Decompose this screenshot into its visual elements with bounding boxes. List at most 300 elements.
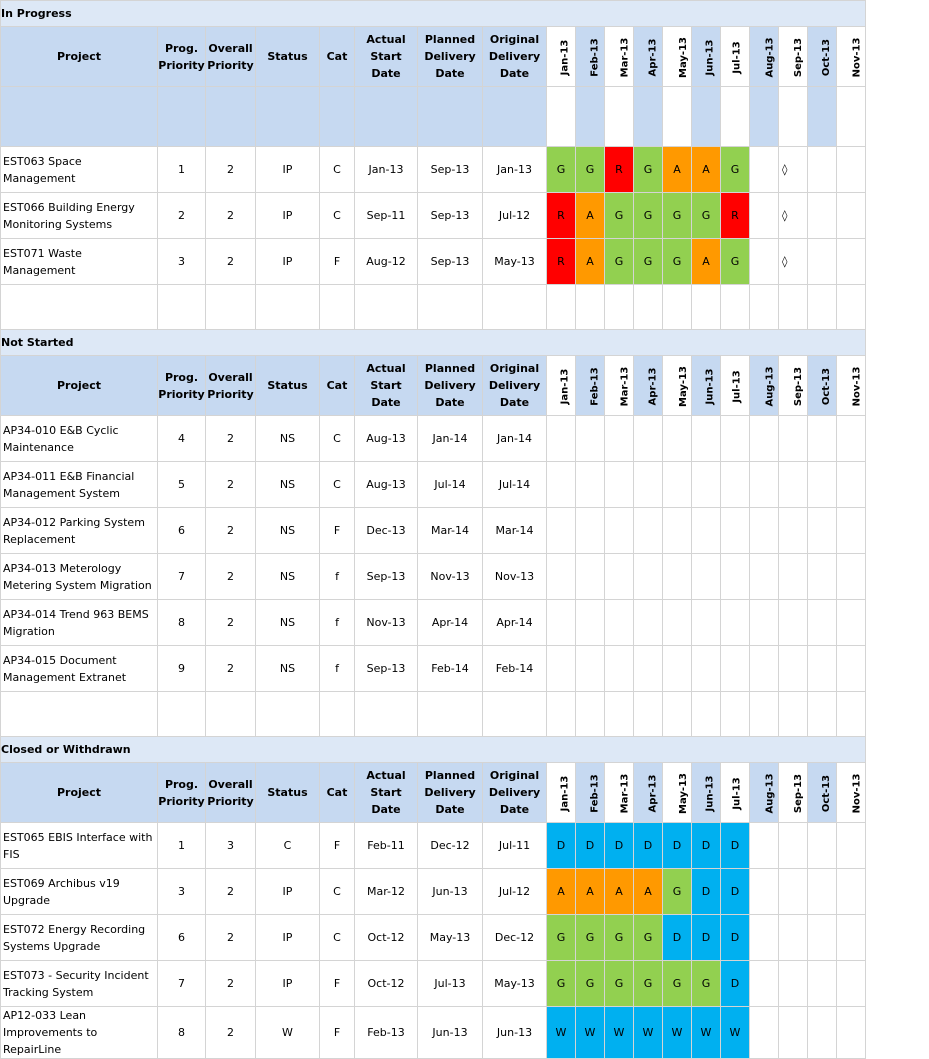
cell-month-status[interactable]: [750, 416, 779, 462]
cell-original-delivery[interactable]: May-13: [483, 961, 547, 1007]
cell-cat[interactable]: C: [320, 462, 355, 508]
project-row[interactable]: [1, 915, 866, 961]
cell-planned-delivery[interactable]: Nov-13: [418, 554, 483, 600]
cell-month-status[interactable]: A: [547, 869, 576, 915]
cell-actual-start[interactable]: Oct-12: [355, 961, 418, 1007]
cell-overall-priority[interactable]: 2: [206, 416, 256, 462]
header-project: Project: [1, 27, 158, 87]
cell-actual-start[interactable]: Sep-13: [355, 646, 418, 692]
cell-project[interactable]: EST069 Archibus v19 Upgrade: [1, 869, 158, 915]
cell-status[interactable]: IP: [256, 915, 320, 961]
cell-prog-priority[interactable]: 1: [158, 823, 206, 869]
cell-month-status[interactable]: [750, 239, 779, 285]
cell-month-status[interactable]: [750, 1007, 779, 1059]
project-row[interactable]: [1, 823, 866, 869]
cell-month-status[interactable]: [837, 554, 866, 600]
cell-cat[interactable]: f: [320, 554, 355, 600]
project-row[interactable]: [1, 600, 866, 646]
month-label: Apr-13: [647, 774, 659, 812]
cell-month-status[interactable]: A: [663, 147, 692, 193]
empty-cell: [320, 692, 355, 737]
cell-month-status[interactable]: [605, 600, 634, 646]
cell-month-status[interactable]: [576, 508, 605, 554]
cell-project[interactable]: AP34-010 E&B Cyclic Maintenance: [1, 416, 158, 462]
cell-month-status[interactable]: [576, 416, 605, 462]
cell-month-status[interactable]: [634, 416, 663, 462]
cell-month-status[interactable]: R: [721, 193, 750, 239]
cell-overall-priority[interactable]: 2: [206, 554, 256, 600]
cell-month-status[interactable]: D: [721, 869, 750, 915]
cell-month-status[interactable]: G: [547, 915, 576, 961]
cell-month-status[interactable]: D: [721, 961, 750, 1007]
cell-month-status[interactable]: G: [663, 239, 692, 285]
cell-prog-priority[interactable]: 5: [158, 462, 206, 508]
cell-month-status[interactable]: [750, 147, 779, 193]
cell-planned-delivery[interactable]: Sep-13: [418, 147, 483, 193]
cell-month-status[interactable]: [808, 239, 837, 285]
cell-prog-priority[interactable]: 7: [158, 554, 206, 600]
cell-month-status[interactable]: [837, 462, 866, 508]
cell-month-status[interactable]: [779, 508, 808, 554]
cell-month-status[interactable]: [808, 416, 837, 462]
cell-month-status[interactable]: [808, 869, 837, 915]
cell-actual-start[interactable]: Sep-11: [355, 193, 418, 239]
cell-project[interactable]: EST073 - Security Incident Tracking System: [1, 961, 158, 1007]
cell-month-status[interactable]: G: [634, 961, 663, 1007]
cell-actual-start[interactable]: Jan-13: [355, 147, 418, 193]
cell-month-status[interactable]: G: [721, 239, 750, 285]
cell-month-status[interactable]: G: [634, 147, 663, 193]
cell-month-status[interactable]: D: [547, 823, 576, 869]
cell-month-status[interactable]: G: [576, 147, 605, 193]
project-row[interactable]: [1, 416, 866, 462]
cell-month-status[interactable]: A: [576, 239, 605, 285]
cell-overall-priority[interactable]: 2: [206, 1007, 256, 1059]
project-row[interactable]: [1, 508, 866, 554]
cell-cat[interactable]: F: [320, 1007, 355, 1059]
cell-month-status[interactable]: R: [547, 193, 576, 239]
cell-prog-priority[interactable]: 8: [158, 600, 206, 646]
cell-cat[interactable]: C: [320, 147, 355, 193]
cell-project[interactable]: EST066 Building Energy Monitoring Systems: [1, 193, 158, 239]
header-month: [634, 356, 663, 416]
cell-planned-delivery[interactable]: Jul-13: [418, 961, 483, 1007]
cell-month-status[interactable]: G: [605, 915, 634, 961]
cell-month-status[interactable]: [692, 508, 721, 554]
header-month: [692, 27, 721, 87]
cell-month-status[interactable]: [750, 646, 779, 692]
cell-month-status[interactable]: G: [605, 193, 634, 239]
cell-month-status[interactable]: [750, 869, 779, 915]
cell-original-delivery[interactable]: Jun-13: [483, 1007, 547, 1059]
project-row[interactable]: [1, 147, 866, 193]
cell-month-status[interactable]: [750, 462, 779, 508]
cell-planned-delivery[interactable]: Feb-14: [418, 646, 483, 692]
cell-month-status[interactable]: [808, 554, 837, 600]
cell-month-status[interactable]: [547, 646, 576, 692]
cell-month-status[interactable]: [837, 1007, 866, 1059]
cell-month-status[interactable]: [663, 508, 692, 554]
cell-month-status[interactable]: G: [576, 915, 605, 961]
cell-original-delivery[interactable]: Jul-14: [483, 462, 547, 508]
cell-month-status[interactable]: [779, 416, 808, 462]
cell-cat[interactable]: F: [320, 239, 355, 285]
cell-month-status[interactable]: D: [721, 823, 750, 869]
cell-prog-priority[interactable]: 6: [158, 915, 206, 961]
cell-actual-start[interactable]: Nov-13: [355, 600, 418, 646]
cell-status[interactable]: IP: [256, 147, 320, 193]
cell-month-status[interactable]: [808, 462, 837, 508]
cell-status[interactable]: C: [256, 823, 320, 869]
cell-status[interactable]: IP: [256, 869, 320, 915]
cell-status[interactable]: NS: [256, 416, 320, 462]
cell-month-status[interactable]: [779, 462, 808, 508]
cell-month-status[interactable]: [808, 915, 837, 961]
cell-month-status[interactable]: [634, 508, 663, 554]
cell-month-status[interactable]: D: [692, 915, 721, 961]
cell-status[interactable]: NS: [256, 508, 320, 554]
cell-month-status[interactable]: [779, 823, 808, 869]
cell-project[interactable]: EST071 Waste Management: [1, 239, 158, 285]
cell-original-delivery[interactable]: Jan-13: [483, 147, 547, 193]
cell-month-status[interactable]: [750, 961, 779, 1007]
cell-actual-start[interactable]: Oct-12: [355, 915, 418, 961]
cell-planned-delivery[interactable]: Sep-13: [418, 193, 483, 239]
cell-planned-delivery[interactable]: Apr-14: [418, 600, 483, 646]
cell-month-status[interactable]: A: [605, 869, 634, 915]
cell-overall-priority[interactable]: 2: [206, 646, 256, 692]
header-spacer-cell: [355, 87, 418, 147]
cell-original-delivery[interactable]: Dec-12: [483, 915, 547, 961]
cell-cat[interactable]: C: [320, 193, 355, 239]
cell-month-status[interactable]: [837, 961, 866, 1007]
cell-month-status[interactable]: [663, 416, 692, 462]
cell-planned-delivery[interactable]: Jan-14: [418, 416, 483, 462]
cell-status[interactable]: IP: [256, 193, 320, 239]
cell-month-status[interactable]: [663, 554, 692, 600]
cell-month-status[interactable]: [779, 915, 808, 961]
cell-overall-priority[interactable]: 2: [206, 193, 256, 239]
cell-project[interactable]: EST065 EBIS Interface with FIS: [1, 823, 158, 869]
cell-month-status[interactable]: [750, 554, 779, 600]
cell-month-status[interactable]: [837, 646, 866, 692]
project-row[interactable]: [1, 554, 866, 600]
cell-month-status[interactable]: ◊: [779, 147, 808, 193]
project-row[interactable]: [1, 1007, 866, 1059]
cell-month-status[interactable]: [634, 462, 663, 508]
cell-month-status[interactable]: [779, 1007, 808, 1059]
cell-prog-priority[interactable]: 7: [158, 961, 206, 1007]
cell-actual-start[interactable]: Mar-12: [355, 869, 418, 915]
cell-status[interactable]: NS: [256, 646, 320, 692]
project-row[interactable]: [1, 239, 866, 285]
cell-project[interactable]: EST063 Space Management: [1, 147, 158, 193]
cell-prog-priority[interactable]: 6: [158, 508, 206, 554]
cell-month-status[interactable]: W: [576, 1007, 605, 1059]
cell-month-status[interactable]: [692, 554, 721, 600]
cell-original-delivery[interactable]: Nov-13: [483, 554, 547, 600]
cell-month-status[interactable]: [808, 508, 837, 554]
cell-month-status[interactable]: D: [605, 823, 634, 869]
cell-month-status[interactable]: ◊: [779, 239, 808, 285]
cell-project[interactable]: AP34-012 Parking System Replacement: [1, 508, 158, 554]
cell-month-status[interactable]: A: [692, 147, 721, 193]
cell-overall-priority[interactable]: 2: [206, 915, 256, 961]
cell-prog-priority[interactable]: 1: [158, 147, 206, 193]
cell-cat[interactable]: f: [320, 600, 355, 646]
cell-project[interactable]: AP34-011 E&B Financial Management System: [1, 462, 158, 508]
cell-project[interactable]: AP34-013 Meterology Metering System Migration: [1, 554, 158, 600]
cell-status[interactable]: NS: [256, 462, 320, 508]
cell-month-status[interactable]: [605, 554, 634, 600]
cell-month-status[interactable]: W: [547, 1007, 576, 1059]
cell-month-status[interactable]: R: [605, 147, 634, 193]
cell-month-status[interactable]: W: [692, 1007, 721, 1059]
cell-original-delivery[interactable]: May-13: [483, 239, 547, 285]
project-row[interactable]: [1, 961, 866, 1007]
cell-month-status[interactable]: D: [692, 869, 721, 915]
cell-project[interactable]: EST072 Energy Recording Systems Upgrade: [1, 915, 158, 961]
cell-original-delivery[interactable]: Jul-11: [483, 823, 547, 869]
cell-month-status[interactable]: [837, 600, 866, 646]
header-month: [808, 27, 837, 87]
cell-prog-priority[interactable]: 2: [158, 193, 206, 239]
cell-month-status[interactable]: [837, 416, 866, 462]
cell-month-status[interactable]: A: [634, 869, 663, 915]
cell-month-status[interactable]: A: [576, 193, 605, 239]
cell-month-status[interactable]: G: [605, 239, 634, 285]
cell-month-status[interactable]: [750, 193, 779, 239]
project-row[interactable]: [1, 462, 866, 508]
cell-actual-start[interactable]: Aug-13: [355, 416, 418, 462]
cell-prog-priority[interactable]: 4: [158, 416, 206, 462]
cell-actual-start[interactable]: Feb-13: [355, 1007, 418, 1059]
month-label: Aug-13: [764, 772, 776, 814]
header-cat: Cat: [320, 27, 355, 87]
cell-month-status[interactable]: [721, 462, 750, 508]
header-spacer-cell: [808, 87, 837, 147]
cell-month-status[interactable]: G: [634, 193, 663, 239]
cell-month-status[interactable]: W: [605, 1007, 634, 1059]
cell-original-delivery[interactable]: Jan-14: [483, 416, 547, 462]
header-status: Status: [256, 763, 320, 823]
cell-project[interactable]: AP12-033 Lean Improvements to RepairLine: [1, 1007, 158, 1059]
cell-month-status[interactable]: [837, 915, 866, 961]
cell-month-status[interactable]: D: [634, 823, 663, 869]
cell-month-status[interactable]: G: [605, 961, 634, 1007]
cell-month-status[interactable]: [634, 554, 663, 600]
cell-month-status[interactable]: [547, 508, 576, 554]
cell-planned-delivery[interactable]: Dec-12: [418, 823, 483, 869]
cell-month-status[interactable]: [808, 646, 837, 692]
cell-month-status[interactable]: [808, 147, 837, 193]
cell-month-status[interactable]: [721, 554, 750, 600]
cell-month-status[interactable]: ◊: [779, 193, 808, 239]
cell-month-status[interactable]: [779, 961, 808, 1007]
cell-planned-delivery[interactable]: Mar-14: [418, 508, 483, 554]
cell-overall-priority[interactable]: 2: [206, 239, 256, 285]
month-label: Feb-13: [589, 37, 601, 77]
cell-overall-priority[interactable]: 3: [206, 823, 256, 869]
cell-month-status[interactable]: [692, 416, 721, 462]
month-label: May-13: [677, 36, 689, 78]
cell-month-status[interactable]: [721, 600, 750, 646]
cell-overall-priority[interactable]: 2: [206, 462, 256, 508]
cell-month-status[interactable]: [808, 961, 837, 1007]
project-row[interactable]: [1, 869, 866, 915]
cell-planned-delivery[interactable]: Sep-13: [418, 239, 483, 285]
cell-cat[interactable]: F: [320, 823, 355, 869]
cell-month-status[interactable]: [750, 823, 779, 869]
cell-month-status[interactable]: [837, 869, 866, 915]
cell-month-status[interactable]: [721, 416, 750, 462]
cell-month-status[interactable]: D: [721, 915, 750, 961]
empty-cell: [750, 285, 779, 330]
cell-month-status[interactable]: G: [547, 147, 576, 193]
cell-month-status[interactable]: [576, 554, 605, 600]
cell-status[interactable]: NS: [256, 554, 320, 600]
cell-month-status[interactable]: [750, 508, 779, 554]
cell-month-status[interactable]: G: [576, 961, 605, 1007]
cell-month-status[interactable]: D: [663, 915, 692, 961]
cell-month-status[interactable]: [721, 508, 750, 554]
cell-month-status[interactable]: G: [721, 147, 750, 193]
cell-month-status[interactable]: [808, 193, 837, 239]
cell-planned-delivery[interactable]: Jun-13: [418, 1007, 483, 1059]
cell-month-status[interactable]: [605, 416, 634, 462]
cell-month-status[interactable]: G: [663, 961, 692, 1007]
cell-status[interactable]: IP: [256, 239, 320, 285]
cell-month-status[interactable]: [547, 600, 576, 646]
cell-original-delivery[interactable]: Mar-14: [483, 508, 547, 554]
project-row[interactable]: [1, 193, 866, 239]
cell-month-status[interactable]: [576, 600, 605, 646]
cell-planned-delivery[interactable]: May-13: [418, 915, 483, 961]
cell-month-status[interactable]: [837, 239, 866, 285]
project-row[interactable]: [1, 646, 866, 692]
cell-planned-delivery[interactable]: Jun-13: [418, 869, 483, 915]
cell-month-status[interactable]: W: [663, 1007, 692, 1059]
cell-month-status[interactable]: [605, 646, 634, 692]
cell-month-status[interactable]: [576, 462, 605, 508]
empty-cell: [158, 285, 206, 330]
cell-cat[interactable]: C: [320, 915, 355, 961]
cell-status[interactable]: NS: [256, 600, 320, 646]
cell-month-status[interactable]: [547, 462, 576, 508]
cell-month-status[interactable]: [837, 193, 866, 239]
cell-month-status[interactable]: W: [634, 1007, 663, 1059]
cell-original-delivery[interactable]: Jul-12: [483, 869, 547, 915]
cell-month-status[interactable]: [605, 462, 634, 508]
cell-month-status[interactable]: G: [547, 961, 576, 1007]
cell-original-delivery[interactable]: Apr-14: [483, 600, 547, 646]
cell-month-status[interactable]: [779, 869, 808, 915]
cell-month-status[interactable]: G: [692, 961, 721, 1007]
cell-actual-start[interactable]: Dec-13: [355, 508, 418, 554]
cell-month-status[interactable]: D: [663, 823, 692, 869]
cell-cat[interactable]: C: [320, 416, 355, 462]
cell-prog-priority[interactable]: 3: [158, 239, 206, 285]
cell-month-status[interactable]: G: [663, 193, 692, 239]
cell-cat[interactable]: F: [320, 508, 355, 554]
cell-month-status[interactable]: [808, 1007, 837, 1059]
cell-month-status[interactable]: [808, 823, 837, 869]
header-overall-priority: Overall Priority: [206, 763, 256, 823]
cell-status[interactable]: W: [256, 1007, 320, 1059]
cell-month-status[interactable]: [547, 416, 576, 462]
cell-overall-priority[interactable]: 2: [206, 961, 256, 1007]
cell-month-status[interactable]: [634, 600, 663, 646]
cell-original-delivery[interactable]: Feb-14: [483, 646, 547, 692]
cell-actual-start[interactable]: Aug-12: [355, 239, 418, 285]
cell-month-status[interactable]: [576, 646, 605, 692]
cell-month-status[interactable]: [692, 600, 721, 646]
cell-actual-start[interactable]: Aug-13: [355, 462, 418, 508]
cell-original-delivery[interactable]: Jul-12: [483, 193, 547, 239]
cell-overall-priority[interactable]: 2: [206, 600, 256, 646]
cell-project[interactable]: AP34-015 Document Management Extranet: [1, 646, 158, 692]
cell-prog-priority[interactable]: 8: [158, 1007, 206, 1059]
cell-overall-priority[interactable]: 2: [206, 869, 256, 915]
cell-month-status[interactable]: [692, 462, 721, 508]
cell-cat[interactable]: f: [320, 646, 355, 692]
cell-month-status[interactable]: A: [692, 239, 721, 285]
month-label: Oct-13: [821, 774, 833, 812]
cell-month-status[interactable]: [663, 646, 692, 692]
cell-actual-start[interactable]: Sep-13: [355, 554, 418, 600]
cell-overall-priority[interactable]: 2: [206, 147, 256, 193]
header-month: [721, 763, 750, 823]
cell-month-status[interactable]: G: [663, 869, 692, 915]
cell-month-status[interactable]: R: [547, 239, 576, 285]
cell-month-status[interactable]: [692, 646, 721, 692]
cell-month-status[interactable]: D: [692, 823, 721, 869]
cell-month-status[interactable]: G: [634, 239, 663, 285]
cell-actual-start[interactable]: Feb-11: [355, 823, 418, 869]
cell-prog-priority[interactable]: 9: [158, 646, 206, 692]
cell-month-status[interactable]: W: [721, 1007, 750, 1059]
cell-month-status[interactable]: [779, 646, 808, 692]
cell-status[interactable]: IP: [256, 961, 320, 1007]
cell-planned-delivery[interactable]: Jul-14: [418, 462, 483, 508]
cell-month-status[interactable]: [779, 600, 808, 646]
cell-month-status[interactable]: G: [692, 193, 721, 239]
cell-cat[interactable]: F: [320, 961, 355, 1007]
cell-month-status[interactable]: [750, 915, 779, 961]
cell-month-status[interactable]: G: [634, 915, 663, 961]
cell-overall-priority[interactable]: 2: [206, 508, 256, 554]
cell-month-status[interactable]: [663, 600, 692, 646]
cell-month-status[interactable]: [750, 600, 779, 646]
cell-month-status[interactable]: D: [576, 823, 605, 869]
cell-cat[interactable]: C: [320, 869, 355, 915]
cell-prog-priority[interactable]: 3: [158, 869, 206, 915]
header-month: [663, 27, 692, 87]
cell-month-status[interactable]: [837, 147, 866, 193]
cell-month-status[interactable]: [721, 646, 750, 692]
cell-month-status[interactable]: [663, 462, 692, 508]
cell-project[interactable]: AP34-014 Trend 963 BEMS Migration: [1, 600, 158, 646]
cell-month-status[interactable]: A: [576, 869, 605, 915]
header-month: [808, 356, 837, 416]
cell-month-status[interactable]: [837, 508, 866, 554]
cell-month-status[interactable]: [634, 646, 663, 692]
cell-month-status[interactable]: [779, 554, 808, 600]
cell-month-status[interactable]: [547, 554, 576, 600]
cell-month-status[interactable]: [605, 508, 634, 554]
cell-month-status[interactable]: [837, 823, 866, 869]
cell-month-status[interactable]: [808, 600, 837, 646]
